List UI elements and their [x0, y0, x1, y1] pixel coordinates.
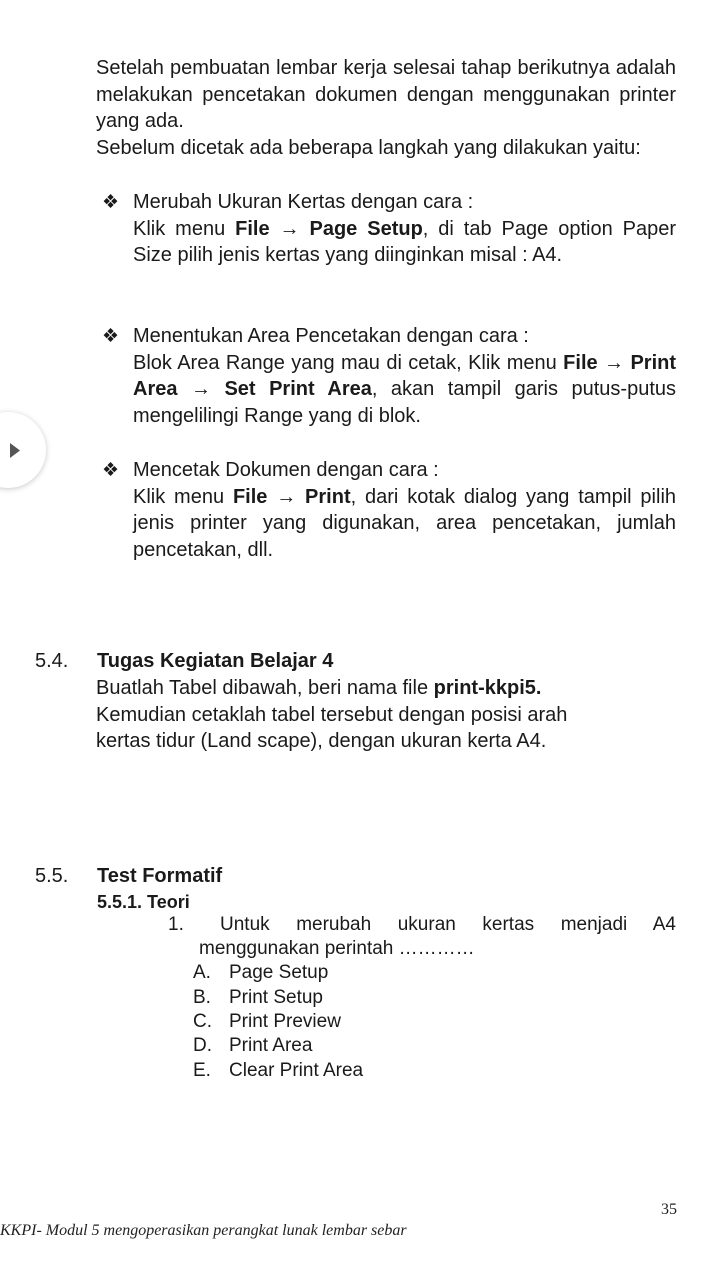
footer-text: KKPI- Modul 5 mengoperasikan perangkat lunak lembar sebar — [0, 1222, 407, 1239]
answer-option: B. Print Setup — [193, 987, 323, 1008]
step-1-title: Merubah Ukuran Kertas dengan cara : — [133, 191, 474, 213]
subsection-title: 5.5.1. Teori — [97, 892, 190, 912]
step-3 — [133, 457, 676, 563]
step-2 — [133, 323, 676, 429]
step-2-title: Menentukan Area Pencetakan dengan cara : — [133, 325, 529, 347]
section-5-5-number: 5.5. — [35, 865, 69, 887]
diamond-bullet-icon: ❖ — [102, 192, 120, 213]
answer-option: A. Page Setup — [193, 962, 329, 983]
step-1 — [133, 189, 676, 269]
section-5-4-number: 5.4. — [35, 650, 69, 672]
section-5-4-body — [96, 675, 686, 755]
section-5-4-line-3: kertas tidur (Land scape), dengan ukuran kerta A4. — [96, 730, 547, 752]
step-3-desc: Klik menu File → Print, dari kotak dialog yang tampil pilih jenis printer yang digunakan, area pencetakan, jumlah pencetakan, dll. — [133, 485, 677, 561]
step-2-desc: Blok Area Range yang mau di cetak, Klik menu File → Print Area → Set Print Area, akan tampil garis putus-putus mengelilingi Range yang di blok. — [133, 351, 677, 427]
page-number: 35 — [661, 1201, 677, 1218]
play-arrow-icon — [10, 443, 20, 458]
intro-text-1: Setelah pembuatan lembar kerja selesai tahap berikutnya adalah melakukan pencetakan dokumen dengan menggunakan printer yang ada. — [96, 57, 676, 132]
step-1-menu-path: File → Page Setup — [235, 217, 423, 240]
answer-option: E. Clear Print Area — [193, 1060, 364, 1081]
answer-option: D. Print Area — [193, 1035, 313, 1056]
section-5-4-title: Tugas Kegiatan Belajar 4 — [97, 650, 334, 672]
step-3-menu-path: File → Print — [232, 485, 351, 508]
intro-paragraph — [96, 55, 676, 161]
file-name: print-kkpi5. — [433, 677, 542, 699]
step-1-desc: Klik menu File → Page Setup, di tab Page option Paper Size pilih jenis kertas yang diinginkan misal : A4. — [133, 217, 677, 266]
step-3-title: Mencetak Dokumen dengan cara : — [133, 459, 439, 481]
section-5-4-line-1: Buatlah Tabel dibawah, beri nama file print-kkpi5. — [96, 677, 542, 699]
question-text: Untuk merubah ukuran kertas menjadi A4 menggunakan perintah ………… — [199, 914, 676, 959]
section-5-5-title: Test Formatif — [97, 865, 223, 887]
intro-text-2: Sebelum dicetak ada beberapa langkah yang dilakukan yaitu: — [96, 136, 641, 159]
section-5-4-line-2: Kemudian cetaklah tabel tersebut dengan posisi arah — [96, 703, 568, 726]
diamond-bullet-icon: ❖ — [102, 460, 120, 481]
diamond-bullet-icon: ❖ — [102, 326, 120, 347]
answer-option: C. Print Preview — [193, 1011, 341, 1032]
step-2-menu-path: File → Print Area → Set Print Area — [133, 351, 677, 400]
question-number: 1. — [168, 914, 184, 935]
side-panel-toggle-button[interactable] — [0, 412, 46, 488]
